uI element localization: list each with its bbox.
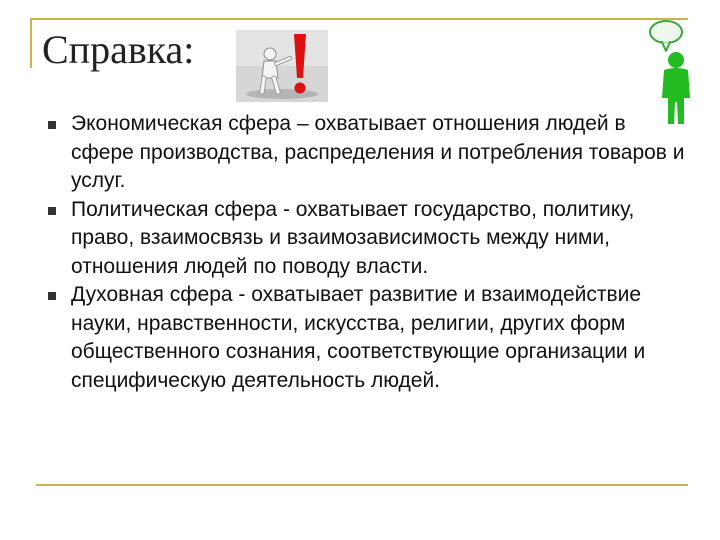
bullet-text: Духовная сфера - охватывает развитие и взаимодействие науки, нравственности, искусства, религии, других форм общественного сознания, соответствующие организации и специфическую деятельность людей. <box>71 283 646 392</box>
bullet-text: Экономическая сфера – охватывает отношения людей в сфере производства, распределения и потребления товаров и услуг. <box>71 112 685 192</box>
bullet-list <box>48 110 688 395</box>
title-frame-left-line <box>30 18 32 68</box>
bullet-item-economic-sphere <box>48 110 688 196</box>
bullet-item-political-sphere <box>48 196 688 282</box>
bullet-text: Политическая сфера - охватывает государство, политику, право, взаимосвязь и взаимозависимость между ними, отношения людей по поводу власти. <box>71 197 635 278</box>
bullet-square-icon <box>48 207 56 215</box>
bullet-square-icon <box>48 292 56 300</box>
exclamation-figure-image <box>236 30 328 102</box>
slide-title: Справка: <box>42 27 195 72</box>
title-frame-top-line <box>30 18 688 20</box>
bullet-square-icon <box>48 121 56 129</box>
bullet-item-spiritual-sphere <box>48 281 688 395</box>
bottom-divider-line <box>36 484 688 486</box>
